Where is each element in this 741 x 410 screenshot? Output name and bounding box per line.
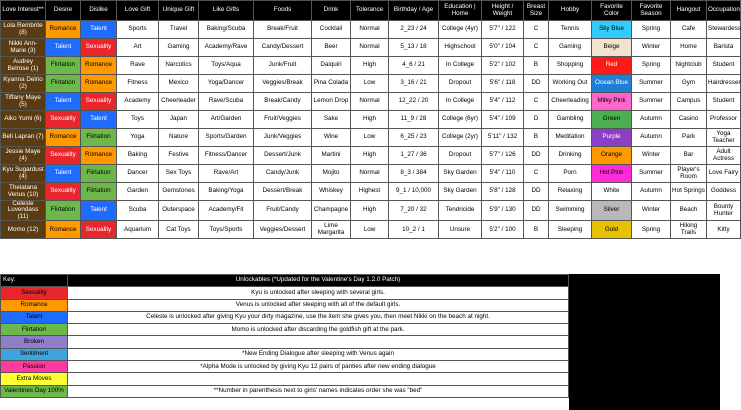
cell-likes: Yoga/Dancer bbox=[199, 75, 254, 93]
cell-name: Aiko Yumi (6) bbox=[1, 111, 46, 129]
cell-occ: Professor bbox=[707, 111, 741, 129]
legend-text: *Alpha Mode is unlocked by giving Kyu 12 pairs of panties after new ending dialogue bbox=[68, 361, 569, 373]
cell-edu: College (4yr) bbox=[439, 21, 482, 39]
cell-edu: College (6yr) bbox=[439, 111, 482, 129]
column-header: Occupation bbox=[707, 1, 741, 21]
cell-love: Aquarium bbox=[117, 221, 159, 239]
cell-hw: 5'7" / 126 bbox=[482, 147, 524, 165]
cell-edu: Sky Garden bbox=[439, 183, 482, 201]
cell-likes: Rave/Scuba bbox=[199, 93, 254, 111]
cell-name: Theiatana Venus (10) bbox=[1, 183, 46, 201]
cell-hang: Campus bbox=[671, 93, 707, 111]
legend-row bbox=[1, 336, 569, 348]
column-header: Tolerance bbox=[351, 1, 389, 21]
legend-key-title: Key: bbox=[1, 275, 68, 287]
cell-tol: High bbox=[351, 111, 389, 129]
cell-tol: Low bbox=[351, 129, 389, 147]
cell-season: Winter bbox=[632, 147, 671, 165]
cell-bs: C bbox=[524, 21, 549, 39]
cell-likes: Toys/Aqua bbox=[199, 57, 254, 75]
cell-tol: High bbox=[351, 201, 389, 221]
legend-swatch: Sexuality bbox=[1, 287, 68, 299]
column-header: Drink bbox=[312, 1, 351, 21]
column-header: Like Gifts bbox=[199, 1, 254, 21]
cell-color: Beige bbox=[592, 39, 632, 57]
cell-hobby: Gaming bbox=[549, 39, 592, 57]
column-header: Love Gift bbox=[117, 1, 159, 21]
cell-love: Dancer bbox=[117, 165, 159, 183]
legend-row bbox=[1, 361, 569, 373]
header-row bbox=[1, 1, 741, 21]
cell-drink: Cocktail bbox=[312, 21, 351, 39]
cell-season: Autumn bbox=[632, 111, 671, 129]
cell-unique: Mexico bbox=[159, 75, 199, 93]
cell-color: Purple bbox=[592, 129, 632, 147]
legend-swatch: Passion bbox=[1, 361, 68, 373]
cell-drink: Lime Margarita bbox=[312, 221, 351, 239]
cell-bs: DD bbox=[524, 147, 549, 165]
legend-text: **Number in parenthesis next to girls' names indicates order she was "bed" bbox=[68, 385, 569, 397]
cell-name: Kyu Sugardust (4) bbox=[1, 165, 46, 183]
cell-dislike: Sexuality bbox=[81, 93, 117, 111]
cell-drink: Sake bbox=[312, 111, 351, 129]
table-row bbox=[1, 111, 741, 129]
cell-edu: Highschool bbox=[439, 39, 482, 57]
cell-dislike: Sexuality bbox=[81, 221, 117, 239]
cell-foods: Candy/Junk bbox=[254, 165, 312, 183]
cell-edu: Dropout bbox=[439, 147, 482, 165]
cell-hw: 5'7" / 122 bbox=[482, 21, 524, 39]
cell-bs: B bbox=[524, 129, 549, 147]
cell-hobby: Sleeping bbox=[549, 221, 592, 239]
cell-likes: Baking/Scuba bbox=[199, 21, 254, 39]
table-row bbox=[1, 21, 741, 39]
cell-hw: 5'2" / 102 bbox=[482, 57, 524, 75]
cell-hobby: Working Out bbox=[549, 75, 592, 93]
cell-color: Milky Pink bbox=[592, 93, 632, 111]
cell-hang: Hiking Trails bbox=[671, 221, 707, 239]
cell-bs: D bbox=[524, 111, 549, 129]
cell-edu: Sky Garden bbox=[439, 165, 482, 183]
table-row bbox=[1, 93, 741, 111]
cell-love: Toys bbox=[117, 111, 159, 129]
cell-color: Green bbox=[592, 111, 632, 129]
cell-desire: Romance bbox=[46, 21, 81, 39]
cell-hang: Home bbox=[671, 39, 707, 57]
cell-love: Rave bbox=[117, 57, 159, 75]
cell-desire: Romance bbox=[46, 129, 81, 147]
cell-hang: Hot Springs bbox=[671, 183, 707, 201]
cell-drink: Beer bbox=[312, 39, 351, 57]
table-row bbox=[1, 201, 741, 221]
cell-unique: Narcotics bbox=[159, 57, 199, 75]
cell-hobby: Porn bbox=[549, 165, 592, 183]
cell-hw: 5'2" / 100 bbox=[482, 221, 524, 239]
cell-hw: 5'8" / 128 bbox=[482, 183, 524, 201]
cell-dislike: Talent bbox=[81, 21, 117, 39]
cell-likes: Academy/Rave bbox=[199, 39, 254, 57]
cell-tol: High bbox=[351, 147, 389, 165]
cell-color: Ocean Blue bbox=[592, 75, 632, 93]
cell-bday: 2_23 / 24 bbox=[389, 21, 439, 39]
cell-dislike: Romance bbox=[81, 75, 117, 93]
legend-text: *New Ending Dialogue after sleeping with Venus again bbox=[68, 348, 569, 360]
cell-unique: Travel bbox=[159, 21, 199, 39]
cell-bday: 8_3 / 384 bbox=[389, 165, 439, 183]
column-header: Hobby bbox=[549, 1, 592, 21]
cell-hobby: Shopping bbox=[549, 57, 592, 75]
cell-hang: Beach bbox=[671, 201, 707, 221]
cell-bs: C bbox=[524, 39, 549, 57]
table-row bbox=[1, 129, 741, 147]
cell-hang: Player's Room bbox=[671, 165, 707, 183]
cell-edu: Dropout bbox=[439, 75, 482, 93]
cell-hobby: Cheerleading bbox=[549, 93, 592, 111]
legend-header-row bbox=[1, 275, 569, 287]
column-header: Desire bbox=[46, 1, 81, 21]
cell-dislike: Sexuality bbox=[81, 39, 117, 57]
cell-season: Winter bbox=[632, 39, 671, 57]
cell-dislike: Romance bbox=[81, 57, 117, 75]
cell-hobby: Gambling bbox=[549, 111, 592, 129]
legend-row bbox=[1, 348, 569, 360]
cell-unique: Sex Toys bbox=[159, 165, 199, 183]
cell-hobby: Meditation bbox=[549, 129, 592, 147]
legend-row bbox=[1, 385, 569, 397]
cell-desire: Talent bbox=[46, 39, 81, 57]
legend-text: Momo is unlocked after discarding the goldfish gift at the park. bbox=[68, 324, 569, 336]
cell-hang: Bar bbox=[671, 147, 707, 165]
cell-desire: Talent bbox=[46, 165, 81, 183]
cell-foods: Fruit/Candy bbox=[254, 201, 312, 221]
cell-name: Celeste Luvendass (11) bbox=[1, 201, 46, 221]
cell-occ: Love Fairy bbox=[707, 165, 741, 183]
column-header: Height / Weight bbox=[482, 1, 524, 21]
cell-occ: Hairdresser bbox=[707, 75, 741, 93]
cell-color: Gold bbox=[592, 221, 632, 239]
cell-tol: Low bbox=[351, 221, 389, 239]
cell-likes: Academy/Fit bbox=[199, 201, 254, 221]
column-header: Dislike bbox=[81, 1, 117, 21]
table-row bbox=[1, 39, 741, 57]
cell-tol: Normal bbox=[351, 165, 389, 183]
cell-love: Baking bbox=[117, 147, 159, 165]
cell-edu: In College bbox=[439, 57, 482, 75]
column-header: Breast Size bbox=[524, 1, 549, 21]
cell-dislike: Flirtation bbox=[81, 129, 117, 147]
legend-swatch: Sentiment bbox=[1, 348, 68, 360]
cell-bday: 9_1 / 10,000 bbox=[389, 183, 439, 201]
cell-drink: Champagne bbox=[312, 201, 351, 221]
legend-row bbox=[1, 287, 569, 299]
legend-swatch: Broken bbox=[1, 336, 68, 348]
cell-name: Momo (12) bbox=[1, 221, 46, 239]
cell-bday: 6_25 / 23 bbox=[389, 129, 439, 147]
column-header: Favorite Color bbox=[592, 1, 632, 21]
cell-bs: B bbox=[524, 57, 549, 75]
cell-hw: 5'4" / 110 bbox=[482, 165, 524, 183]
cell-hw: 5'11" / 132 bbox=[482, 129, 524, 147]
cell-hang: Casino bbox=[671, 111, 707, 129]
table-row bbox=[1, 57, 741, 75]
cell-unique: Japan bbox=[159, 111, 199, 129]
cell-dislike: Talent bbox=[81, 201, 117, 221]
cell-drink: Pina Colada bbox=[312, 75, 351, 93]
cell-occ: Barista bbox=[707, 39, 741, 57]
cell-season: Winter bbox=[632, 201, 671, 221]
legend-text bbox=[68, 373, 569, 385]
cell-edu: In College bbox=[439, 93, 482, 111]
cell-occ: Student bbox=[707, 57, 741, 75]
cell-color: Orange bbox=[592, 147, 632, 165]
legend-text: Venus is unlocked after sleeping with all of the default girls. bbox=[68, 299, 569, 311]
cell-desire: Flirtation bbox=[46, 75, 81, 93]
cell-name: Tiffany Maye (5) bbox=[1, 93, 46, 111]
cell-foods: Dessert/Junk bbox=[254, 147, 312, 165]
cell-edu: Tendricide bbox=[439, 201, 482, 221]
cell-occ: Adult Actress bbox=[707, 147, 741, 165]
cell-unique: Outerspace bbox=[159, 201, 199, 221]
cell-bday: 11_9 / 28 bbox=[389, 111, 439, 129]
cell-likes: Sports/Garden bbox=[199, 129, 254, 147]
cell-name: Jessie Maye (4) bbox=[1, 147, 46, 165]
column-header: Hangout bbox=[671, 1, 707, 21]
cell-color: Sky Blue bbox=[592, 21, 632, 39]
cell-color: Silver bbox=[592, 201, 632, 221]
cell-season: Summer bbox=[632, 165, 671, 183]
cell-bs: B bbox=[524, 221, 549, 239]
cell-color: Red bbox=[592, 57, 632, 75]
unlockables-title: Unlockables (*Updated for the Valentine's Day 1.2.0 Patch) bbox=[68, 275, 569, 287]
cell-bs: DD bbox=[524, 201, 549, 221]
cell-color: Hot Pink bbox=[592, 165, 632, 183]
cell-occ: Goddess bbox=[707, 183, 741, 201]
cell-love: Fitness bbox=[117, 75, 159, 93]
legend-text: Kyu is unlocked after sleeping with several girls. bbox=[68, 287, 569, 299]
cell-drink: Daiquiri bbox=[312, 57, 351, 75]
cell-tol: Normal bbox=[351, 21, 389, 39]
cell-bs: C bbox=[524, 93, 549, 111]
cell-dislike: Romance bbox=[81, 147, 117, 165]
cell-bday: 4_6 / 21 bbox=[389, 57, 439, 75]
cell-desire: Flirtation bbox=[46, 57, 81, 75]
cell-occ: Kitty bbox=[707, 221, 741, 239]
cell-season: Spring bbox=[632, 221, 671, 239]
cell-love: Garden bbox=[117, 183, 159, 201]
cell-love: Sports bbox=[117, 21, 159, 39]
cell-hang: Gym bbox=[671, 75, 707, 93]
cell-hw: 5'4" / 109 bbox=[482, 111, 524, 129]
cell-hw: 5'4" / 112 bbox=[482, 93, 524, 111]
legend-row bbox=[1, 324, 569, 336]
cell-season: Summer bbox=[632, 93, 671, 111]
cell-hw: 5'6" / 118 bbox=[482, 75, 524, 93]
legend-text bbox=[68, 336, 569, 348]
legend-swatch: Flirtation bbox=[1, 324, 68, 336]
cell-unique: Cheerleader bbox=[159, 93, 199, 111]
cell-desire: Sexuality bbox=[46, 183, 81, 201]
table-row bbox=[1, 75, 741, 93]
cell-likes: Rave/Art bbox=[199, 165, 254, 183]
cell-drink: Wine bbox=[312, 129, 351, 147]
cell-bs: DD bbox=[524, 75, 549, 93]
cell-occ: Yoga Teacher bbox=[707, 129, 741, 147]
cell-love: Scuba bbox=[117, 201, 159, 221]
cell-foods: Veggies/Break bbox=[254, 75, 312, 93]
cell-foods: Junk/Veggies bbox=[254, 129, 312, 147]
cell-dislike: Flirtation bbox=[81, 165, 117, 183]
cell-foods: Break/Fruit bbox=[254, 21, 312, 39]
cell-bday: 3_16 / 21 bbox=[389, 75, 439, 93]
legend-swatch: Extra Moves bbox=[1, 373, 68, 385]
cell-hang: Park bbox=[671, 129, 707, 147]
legend-swatch: Romance bbox=[1, 299, 68, 311]
legend-row bbox=[1, 311, 569, 323]
cell-desire: Sexuality bbox=[46, 147, 81, 165]
cell-bs: DD bbox=[524, 183, 549, 201]
column-header: Foods bbox=[254, 1, 312, 21]
cell-desire: Flirtation bbox=[46, 201, 81, 221]
cell-foods: Veggies/Dessert bbox=[254, 221, 312, 239]
cell-bday: 1_27 / 36 bbox=[389, 147, 439, 165]
cell-tol: Normal bbox=[351, 39, 389, 57]
legend-text: Celeste is unlocked after giving Kyu your dirty magazine, use the item she gives you, then meet Nikki on the beach at night. bbox=[68, 311, 569, 323]
table-body bbox=[1, 21, 741, 239]
cell-tol: Low bbox=[351, 75, 389, 93]
table-row bbox=[1, 165, 741, 183]
cell-occ: Bounty Hunter bbox=[707, 201, 741, 221]
cell-foods: Junk/Fruit bbox=[254, 57, 312, 75]
cell-season: Spring bbox=[632, 57, 671, 75]
cell-hobby: Swimming bbox=[549, 201, 592, 221]
legend-swatch: Talent bbox=[1, 311, 68, 323]
cell-likes: Baking/Yoga bbox=[199, 183, 254, 201]
table-row bbox=[1, 221, 741, 239]
cell-likes: Art/Garden bbox=[199, 111, 254, 129]
column-header: Education | Home bbox=[439, 1, 482, 21]
cell-season: Spring bbox=[632, 21, 671, 39]
column-header: Love Interest** bbox=[1, 1, 46, 21]
cell-desire: Romance bbox=[46, 221, 81, 239]
cell-hobby: Tennis bbox=[549, 21, 592, 39]
cell-bday: 7_20 / 32 bbox=[389, 201, 439, 221]
table-row bbox=[1, 147, 741, 165]
cell-hw: 5'9" / 130 bbox=[482, 201, 524, 221]
cell-drink: Mojito bbox=[312, 165, 351, 183]
cell-likes: Toys/Sports bbox=[199, 221, 254, 239]
cell-tol: Highest bbox=[351, 183, 389, 201]
cell-drink: Lemon Drop bbox=[312, 93, 351, 111]
cell-bs: C bbox=[524, 165, 549, 183]
column-header: Birthday / Age bbox=[389, 1, 439, 21]
cell-bday: 12_22 / 20 bbox=[389, 93, 439, 111]
cell-foods: Break/Candy bbox=[254, 93, 312, 111]
cell-desire: Sexuality bbox=[46, 111, 81, 129]
cell-occ: Student bbox=[707, 93, 741, 111]
cell-likes: Fitness/Dancer bbox=[199, 147, 254, 165]
cell-tol: Normal bbox=[351, 93, 389, 111]
cell-dislike: Talent bbox=[81, 111, 117, 129]
cell-drink: Whiskey bbox=[312, 183, 351, 201]
cell-bday: 10_2 / 1 bbox=[389, 221, 439, 239]
cell-hang: Cafe bbox=[671, 21, 707, 39]
cell-hw: 5'0" / 104 bbox=[482, 39, 524, 57]
legend-swatch: Valentines Day 100% bbox=[1, 385, 68, 397]
cell-name: Nikki Ann-Marie (3) bbox=[1, 39, 46, 57]
cell-hang: Nightclub bbox=[671, 57, 707, 75]
cell-name: Audrey Belrose (1) bbox=[1, 57, 46, 75]
cell-drink: Martini bbox=[312, 147, 351, 165]
cell-season: Autumn bbox=[632, 129, 671, 147]
cell-unique: Festive bbox=[159, 147, 199, 165]
cell-occ: Stewardess bbox=[707, 21, 741, 39]
cell-foods: Candy/Dessert bbox=[254, 39, 312, 57]
cell-foods: Fruit/Veggies bbox=[254, 111, 312, 129]
cell-edu: Unsure bbox=[439, 221, 482, 239]
column-header: Favorite Season bbox=[632, 1, 671, 21]
cell-dislike: Flirtation bbox=[81, 183, 117, 201]
black-fill bbox=[569, 274, 720, 410]
cell-unique: Gaming bbox=[159, 39, 199, 57]
cell-name: Kyanna Delrio (2) bbox=[1, 75, 46, 93]
cell-bday: 5_13 / 18 bbox=[389, 39, 439, 57]
cell-edu: College (2yr) bbox=[439, 129, 482, 147]
table-row bbox=[1, 183, 741, 201]
cell-color: White bbox=[592, 183, 632, 201]
cell-season: Autumn bbox=[632, 183, 671, 201]
legend-table bbox=[0, 274, 569, 398]
cell-name: Beli Lapran (7) bbox=[1, 129, 46, 147]
cell-unique: Nature bbox=[159, 129, 199, 147]
cell-love: Yoga bbox=[117, 129, 159, 147]
cell-foods: Dessert/Break bbox=[254, 183, 312, 201]
column-header: Unique Gift bbox=[159, 1, 199, 21]
legend-row bbox=[1, 373, 569, 385]
cell-unique: Gemstones bbox=[159, 183, 199, 201]
cell-name: Lola Rembrite (8) bbox=[1, 21, 46, 39]
cell-hobby: Drinking bbox=[549, 147, 592, 165]
cell-unique: Cat Toys bbox=[159, 221, 199, 239]
cell-tol: High bbox=[351, 57, 389, 75]
cell-desire: Talent bbox=[46, 93, 81, 111]
legend-row bbox=[1, 299, 569, 311]
cell-love: Academy bbox=[117, 93, 159, 111]
cell-love: Art bbox=[117, 39, 159, 57]
cell-season: Summer bbox=[632, 75, 671, 93]
cell-hobby: Relaxing bbox=[549, 183, 592, 201]
